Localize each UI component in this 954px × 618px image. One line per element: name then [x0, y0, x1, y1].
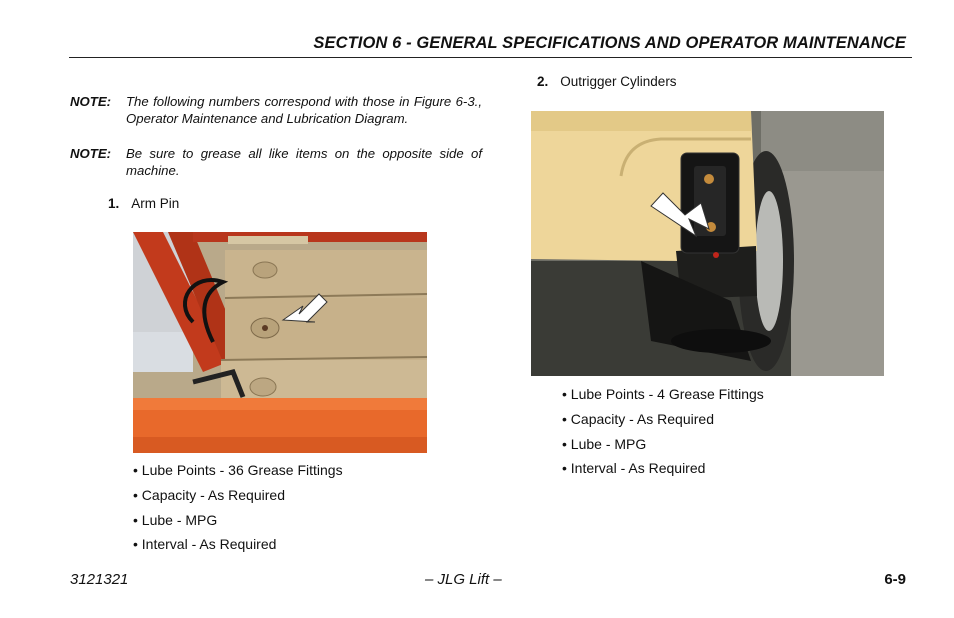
- arm-pin-bullet-list: [133, 458, 343, 557]
- item-number: 2.: [537, 74, 549, 89]
- item-title: Arm Pin: [131, 196, 180, 211]
- list-item: • Interval - As Required: [562, 456, 764, 481]
- footer-doc-number: 3121321: [70, 571, 129, 588]
- note-label: NOTE:: [70, 94, 112, 109]
- note-text: The following numbers correspond with those in Figure 6-3., Operator Maintenance and Lubrication Diagram.: [126, 94, 482, 126]
- list-item: • Interval - As Required: [133, 532, 343, 557]
- list-item: • Lube - MPG: [133, 508, 343, 533]
- header-divider: [69, 57, 912, 58]
- note-text: Be sure to grease all like items on the opposite side of machine.: [126, 146, 482, 178]
- outrigger-cylinders-photo: [531, 111, 884, 376]
- item-title: Outrigger Cylinders: [560, 74, 677, 89]
- list-item: • Capacity - As Required: [562, 407, 764, 432]
- section-title: SECTION 6 - GENERAL SPECIFICATIONS AND OPERATOR MAINTENANCE: [313, 34, 906, 52]
- note-label: NOTE:: [70, 146, 112, 161]
- item-outrigger-cylinders-heading: [537, 74, 677, 89]
- list-item: • Lube Points - 36 Grease Fittings: [133, 458, 343, 483]
- item-arm-pin-heading: [108, 196, 179, 211]
- arm-pin-photo: [133, 232, 427, 453]
- list-item: • Capacity - As Required: [133, 483, 343, 508]
- footer-center-text: – JLG Lift –: [425, 571, 502, 588]
- outrigger-cylinders-bullet-list: [562, 382, 764, 481]
- note-figure-reference: [70, 93, 482, 127]
- item-number: 1.: [108, 196, 120, 211]
- list-item: • Lube Points - 4 Grease Fittings: [562, 382, 764, 407]
- note-grease-opposite-side: [70, 145, 482, 179]
- list-item: • Lube - MPG: [562, 432, 764, 457]
- footer-page-number: 6-9: [884, 571, 906, 588]
